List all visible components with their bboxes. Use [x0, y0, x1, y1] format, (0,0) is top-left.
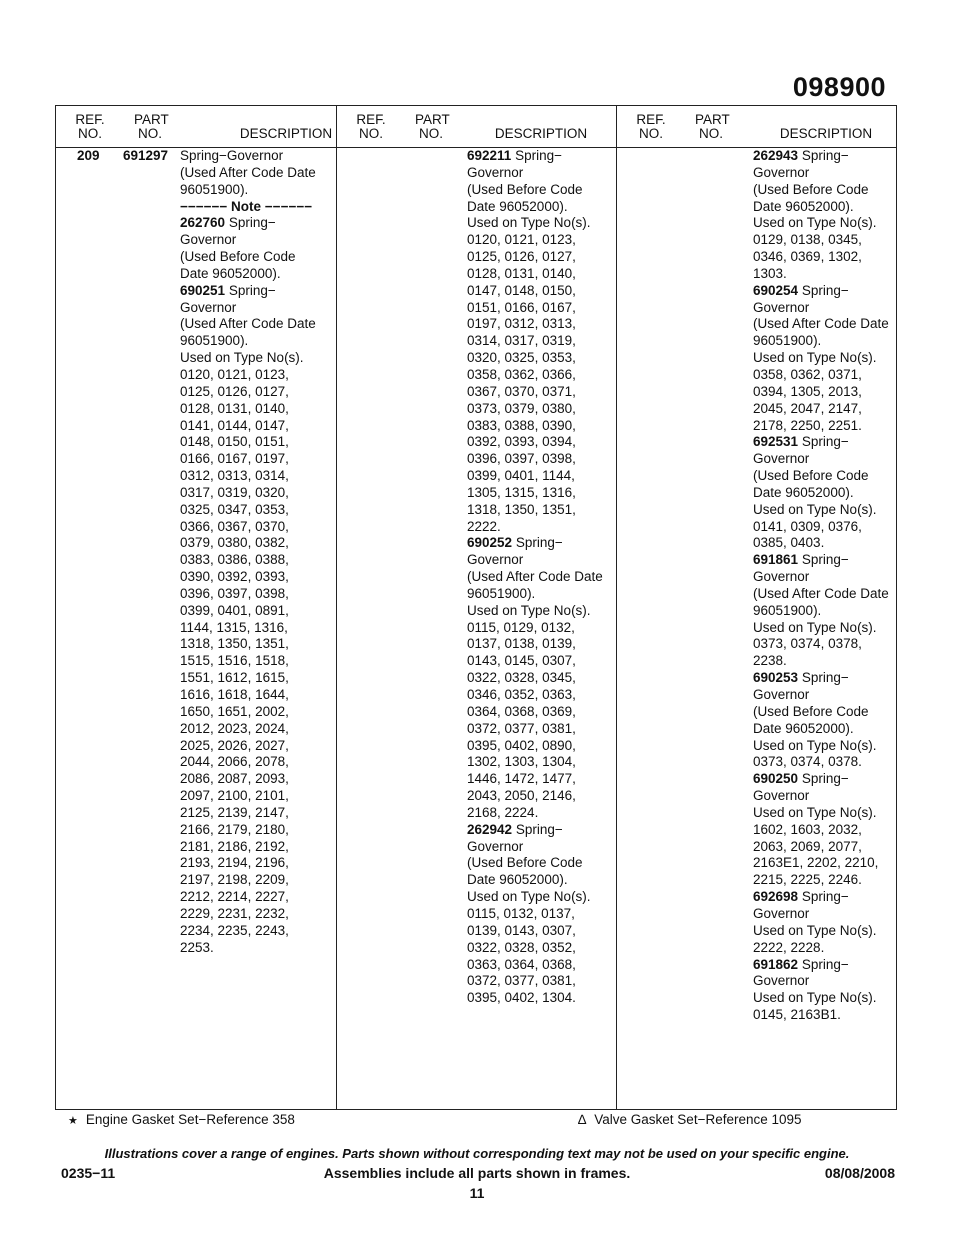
description-line: Date 96052000).: [467, 198, 568, 214]
description-line: Used on Type No(s).: [180, 350, 304, 366]
description-line: 2193, 2194, 2196,: [180, 855, 289, 871]
engine-gasket-note: [68, 1112, 295, 1127]
description-line: 0358, 0362, 0366,: [467, 366, 576, 382]
illustrations-disclaimer: Illustrations cover a range of engines. Parts shown without corresponding text may not be used on your specific engine.: [104, 1146, 850, 1161]
description-line: 0394, 1305, 2013,: [753, 383, 862, 399]
description-line: 2215, 2225, 2246.: [753, 872, 862, 888]
header-ref-no: REF. NO.: [356, 112, 386, 141]
description-line: (Used After Code Date: [467, 569, 603, 585]
description-line: Used on Type No(s).: [467, 602, 591, 618]
header-description: DESCRIPTION: [239, 126, 333, 141]
description-line: 1551, 1612, 1615,: [180, 670, 289, 686]
description-line: (Used Before Code: [753, 468, 869, 484]
description-line: 0399, 0401, 1144,: [467, 468, 575, 484]
description-line: Governor: [753, 569, 810, 585]
description-text: [467, 148, 615, 1007]
description-line: 0145, 2163B1.: [753, 1007, 841, 1023]
description-line: 2025, 2026, 2027,: [180, 737, 289, 753]
description-line: 1616, 1618, 1644,: [180, 687, 289, 702]
ref-number: 209: [77, 148, 100, 163]
description-line: 2229, 2231, 2232,: [180, 905, 289, 921]
description-line: Governor: [753, 905, 810, 921]
description-line: 2086, 2087, 2093,: [180, 771, 289, 787]
description-line: 0141, 0309, 0376,: [753, 518, 862, 534]
description-line: 0128, 0131, 0140,: [180, 400, 289, 416]
description-line: 1305, 1315, 1316,: [467, 484, 576, 500]
part-number: 690251: [180, 282, 226, 298]
description-line: 0367, 0370, 0371,: [467, 383, 576, 399]
description-line: 2166, 2179, 2180,: [180, 821, 289, 837]
description-line: 0396, 0397, 0398,: [467, 451, 576, 467]
description-line: 262943 Spring−: [753, 148, 849, 163]
description-line: 96051900).: [180, 333, 249, 349]
description-line: Used on Type No(s).: [753, 215, 877, 231]
table-column-2: [336, 106, 616, 1109]
page-number: 11: [469, 1185, 485, 1201]
description-line: 2097, 2100, 2101,: [180, 788, 289, 804]
footer-code: 0235−11: [61, 1165, 116, 1181]
description-line: 0392, 0393, 0394,: [467, 434, 576, 450]
table-column-3: [616, 106, 896, 1109]
description-line: 2238.: [753, 653, 787, 669]
description-line: 0125, 0126, 0127,: [180, 383, 289, 399]
description-line: Governor: [467, 552, 524, 568]
description-line: 2234, 2235, 2243,: [180, 922, 289, 938]
description-line: 690251 Spring−: [180, 282, 276, 298]
header-part-no: PART NO.: [415, 112, 450, 141]
description-line: 0373, 0374, 0378,: [753, 636, 862, 652]
description-line: 0166, 0167, 0197,: [180, 451, 289, 467]
header-part-no: PART NO.: [695, 112, 730, 141]
description-line: Governor: [753, 299, 810, 315]
description-line: 0363, 0364, 0368,: [467, 956, 576, 972]
description-line: Governor: [753, 451, 810, 467]
description-line: 2222, 2228.: [753, 939, 825, 955]
description-line: Used on Type No(s).: [753, 501, 877, 517]
description-line: 0364, 0368, 0369,: [467, 703, 576, 719]
description-line: 0143, 0145, 0307,: [467, 653, 576, 669]
description-line: 2063, 2069, 2077,: [753, 838, 862, 854]
header-ref-no: REF. NO.: [75, 112, 105, 141]
description-line: 0385, 0403.: [753, 535, 825, 551]
header-description: DESCRIPTION: [494, 126, 588, 141]
description-line: 96051900).: [467, 585, 536, 601]
description-line: 0396, 0397, 0398,: [180, 585, 289, 601]
description-line: Used on Type No(s).: [753, 804, 877, 820]
description-line: 0346, 0352, 0363,: [467, 687, 576, 702]
description-line: 0151, 0166, 0167,: [467, 299, 576, 315]
description-line: 96051900).: [180, 181, 249, 197]
description-line: (Used Before Code: [467, 181, 583, 197]
part-number: 690253: [753, 670, 799, 686]
description-line: 1303.: [753, 265, 787, 281]
engine-gasket-text: Engine Gasket Set−Reference 358: [85, 1112, 295, 1127]
description-line: 2212, 2214, 2227,: [180, 889, 289, 905]
description-line: 2222.: [467, 518, 501, 534]
description-line: Used on Type No(s).: [753, 350, 877, 366]
description-line: 2163E1, 2202, 2210,: [753, 855, 879, 871]
description-line: 0373, 0379, 0380,: [467, 400, 576, 416]
description-line: Spring−Governor: [180, 148, 284, 163]
description-line: (Used After Code Date: [180, 164, 316, 180]
description-line: Governor: [467, 838, 524, 854]
description-line: 262760 Spring−: [180, 215, 276, 231]
part-number: 262760: [180, 215, 226, 231]
part-number: 692531: [753, 434, 799, 450]
description-line: Date 96052000).: [753, 720, 854, 736]
description-line: 691861 Spring−: [753, 552, 849, 568]
description-line: 2253.: [180, 939, 214, 955]
description-line: 0372, 0377, 0381,: [467, 720, 576, 736]
delta-icon: ∆: [578, 1112, 587, 1127]
description-line: 2012, 2023, 2024,: [180, 720, 289, 736]
description-line: 1318, 1350, 1351,: [467, 501, 576, 517]
description-line: 690253 Spring−: [753, 670, 849, 686]
description-line: Used on Type No(s).: [753, 990, 877, 1006]
column-header: [337, 109, 616, 148]
description-line: 0399, 0401, 0891,: [180, 602, 289, 618]
parts-table: [55, 105, 897, 1110]
description-line: 692698 Spring−: [753, 889, 849, 905]
description-line: 2045, 2047, 2147,: [753, 400, 862, 416]
description-line: 0115, 0132, 0137,: [467, 905, 575, 921]
description-line: 0346, 0369, 1302,: [753, 249, 862, 265]
description-text: [753, 148, 899, 1024]
description-line: 0120, 0121, 0123,: [467, 232, 576, 248]
description-line: 0325, 0347, 0353,: [180, 501, 289, 517]
description-line: 2178, 2250, 2251.: [753, 417, 862, 433]
description-line: 692531 Spring−: [753, 434, 849, 450]
header-part-no: PART NO.: [134, 112, 169, 141]
description-line: 0125, 0126, 0127,: [467, 249, 576, 265]
description-line: 0373, 0374, 0378.: [753, 754, 862, 770]
description-line: 692211 Spring−: [467, 148, 562, 163]
description-line: 1650, 1651, 2002,: [180, 703, 289, 719]
description-line: 2181, 2186, 2192,: [180, 838, 289, 854]
description-line: −−−−−− Note −−−−−−: [180, 198, 313, 214]
description-line: 0139, 0143, 0307,: [467, 922, 576, 938]
description-line: 690254 Spring−: [753, 282, 849, 298]
description-line: 0372, 0377, 0381,: [467, 973, 576, 989]
description-line: Date 96052000).: [753, 198, 854, 214]
part-number: 690252: [467, 535, 513, 551]
description-line: (Used Before Code: [753, 181, 869, 197]
description-line: 0197, 0312, 0313,: [467, 316, 576, 332]
valve-gasket-text: Valve Gasket Set−Reference 1095: [594, 1112, 802, 1127]
description-line: Governor: [753, 788, 810, 804]
description-line: 2043, 2050, 2146,: [467, 788, 576, 804]
description-line: 1602, 1603, 2032,: [753, 821, 862, 837]
description-line: 0129, 0138, 0345,: [753, 232, 862, 248]
description-line: (Used After Code Date: [753, 316, 889, 332]
description-line: Governor: [753, 164, 810, 180]
assemblies-note: Assemblies include all parts shown in frames.: [323, 1165, 631, 1181]
description-line: Used on Type No(s).: [467, 215, 591, 231]
description-line: Governor: [467, 164, 524, 180]
description-line: (Used After Code Date: [180, 316, 316, 332]
description-line: 0317, 0319, 0320,: [180, 484, 289, 500]
column-header: [617, 109, 896, 148]
description-line: Governor: [753, 973, 810, 989]
description-line: 1144, 1315, 1316,: [180, 619, 288, 635]
description-line: 0120, 0121, 0123,: [180, 366, 289, 382]
description-line: Date 96052000).: [467, 872, 568, 888]
description-line: 1515, 1516, 1518,: [180, 653, 289, 669]
description-line: 0395, 0402, 0890,: [467, 737, 576, 753]
description-line: 0314, 0317, 0319,: [467, 333, 576, 349]
description-line: Used on Type No(s).: [467, 889, 591, 905]
part-number: 691861: [753, 552, 799, 568]
description-line: 1446, 1472, 1477,: [467, 771, 576, 787]
description-line: 0322, 0328, 0352,: [467, 939, 576, 955]
description-line: 262942 Spring−: [467, 821, 563, 837]
description-line: 690250 Spring−: [753, 771, 849, 787]
description-line: Date 96052000).: [753, 484, 854, 500]
description-line: 0147, 0148, 0150,: [467, 282, 576, 298]
description-line: Used on Type No(s).: [753, 737, 877, 753]
description-line: Governor: [180, 232, 237, 248]
part-number: 692698: [753, 889, 799, 905]
description-line: 0383, 0386, 0388,: [180, 552, 289, 568]
description-line: 96051900).: [753, 602, 822, 618]
description-line: 1318, 1350, 1351,: [180, 636, 289, 652]
star-icon: ★: [68, 1115, 78, 1127]
description-line: (Used Before Code: [180, 249, 296, 265]
description-line: 0148, 0150, 0151,: [180, 434, 289, 450]
header-ref-no: REF. NO.: [636, 112, 666, 141]
part-number: 692211: [467, 148, 512, 163]
description-line: 0141, 0144, 0147,: [180, 417, 289, 433]
description-line: 0137, 0138, 0139,: [467, 636, 576, 652]
description-line: (Used Before Code: [467, 855, 583, 871]
description-line: Used on Type No(s).: [753, 922, 877, 938]
description-line: 0383, 0388, 0390,: [467, 417, 576, 433]
description-line: 0322, 0328, 0345,: [467, 670, 576, 686]
part-number: 691862: [753, 956, 799, 972]
description-line: 1302, 1303, 1304,: [467, 754, 576, 770]
column-header: [56, 109, 336, 148]
description-text: [180, 148, 340, 957]
document-number: 098900: [792, 72, 886, 102]
description-line: 0312, 0313, 0314,: [180, 468, 289, 484]
description-line: 690252 Spring−: [467, 535, 563, 551]
description-line: (Used Before Code: [753, 703, 869, 719]
description-line: 0115, 0129, 0132,: [467, 619, 575, 635]
part-number: 262943: [753, 148, 799, 163]
description-line: 0128, 0131, 0140,: [467, 265, 576, 281]
description-line: 0358, 0362, 0371,: [753, 366, 862, 382]
description-line: Date 96052000).: [180, 265, 281, 281]
description-line: 691862 Spring−: [753, 956, 849, 972]
description-line: 96051900).: [753, 333, 822, 349]
description-line: 0320, 0325, 0353,: [467, 350, 576, 366]
description-line: Governor: [753, 687, 810, 702]
description-line: 2168, 2224.: [467, 804, 539, 820]
valve-gasket-note: [578, 1112, 802, 1127]
part-number: 262942: [467, 821, 513, 837]
description-line: 2125, 2139, 2147,: [180, 804, 289, 820]
description-line: 0390, 0392, 0393,: [180, 569, 289, 585]
footer-date: 08/08/2008: [824, 1165, 895, 1181]
part-number: 690250: [753, 771, 799, 787]
description-line: 0395, 0402, 1304.: [467, 990, 576, 1006]
table-column-1: [56, 106, 336, 1109]
part-number: 690254: [753, 282, 799, 298]
part-number: 691297: [123, 148, 169, 163]
description-line: 0366, 0367, 0370,: [180, 518, 289, 534]
description-line: Governor: [180, 299, 237, 315]
description-line: 2197, 2198, 2209,: [180, 872, 289, 888]
description-line: 2044, 2066, 2078,: [180, 754, 289, 770]
description-line: (Used After Code Date: [753, 585, 889, 601]
header-description: DESCRIPTION: [779, 126, 873, 141]
description-line: 0379, 0380, 0382,: [180, 535, 289, 551]
description-line: Used on Type No(s).: [753, 619, 877, 635]
